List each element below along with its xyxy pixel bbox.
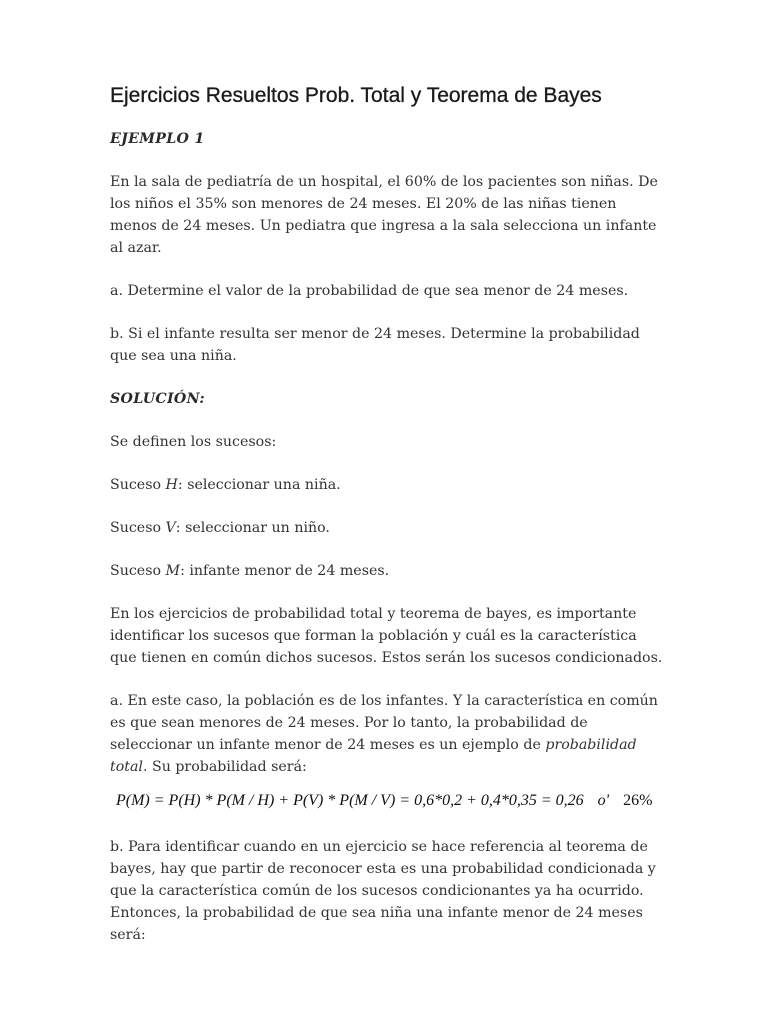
event-v-desc: : seleccionar un niño. [175,520,330,536]
event-h [110,474,666,496]
answer-a-paragraph [110,690,666,778]
problem-part-a: a. Determine el valor de la probabilidad de que sea menor de 24 meses. [110,283,629,299]
document-title: Ejercicios Resueltos Prob. Total y Teorema de Bayes [110,84,602,107]
explanation-paragraph: En los ejercicios de probabilidad total y teorema de bayes, es importante identificar los sucesos que forman la población y cuál es la característica que tienen en común dichos sucesos. Estos serán los sucesos condicionados. [110,606,663,666]
answer-a-text: a. En este caso, la población es de los infantes. Y la característica en común es que sean menores de 24 meses. Por lo tanto, la probabilidad de seleccionar un infante menor de 24 meses es un ejemplo de [110,693,658,753]
event-v-prefix: Suceso [110,520,166,536]
problem-statement: En la sala de pediatría de un hospital, el 60% de los pacientes son niñas. De los niños el 35% son menores de 24 meses. El 20% de las niñas tienen menos de 24 meses. Un pediatra que ingresa a la sala selecciona un infante al azar. [110,174,658,256]
total-probability-formula [116,790,666,812]
event-m-prefix: Suceso [110,563,166,579]
formula-expression: P(M) = P(H) * P(M / H) + P(V) * P(M / V) = 0,6*0,2 + 0,4*0,35 = 0,26 [116,792,584,809]
formula-percent: 26% [623,792,653,809]
event-v [110,517,666,539]
document-body [110,128,666,967]
event-h-desc: : seleccionar una niña. [177,477,341,493]
formula-or: o' [597,792,610,809]
answer-b-paragraph: b. Para identificar cuando en un ejercicio se hace referencia al teorema de bayes, hay que partir de reconocer esta es una probabilidad condicionada y que la característica común de los sucesos condicionantes ya ha ocurrido. Entonces, la probabilidad de que sea niña una infante menor de 24 meses será: [110,839,656,943]
example-heading: EJEMPLO 1 [110,131,205,147]
answer-a-tail: . Su probabilidad será: [142,759,307,775]
event-h-prefix: Suceso [110,477,166,493]
define-events-text: Se definen los sucesos: [110,434,277,450]
solution-heading: SOLUCIÓN: [110,391,205,407]
event-m-var: M [165,563,181,579]
event-m-desc: : infante menor de 24 meses. [180,563,390,579]
event-h-var: H [165,477,178,493]
problem-part-b: b. Si el infante resulta ser menor de 24 meses. Determine la probabilidad que sea una niña. [110,326,640,364]
event-m [110,560,666,582]
answer-a-emphasis: probabilidad total [110,737,637,775]
event-v-var: V [165,520,176,536]
